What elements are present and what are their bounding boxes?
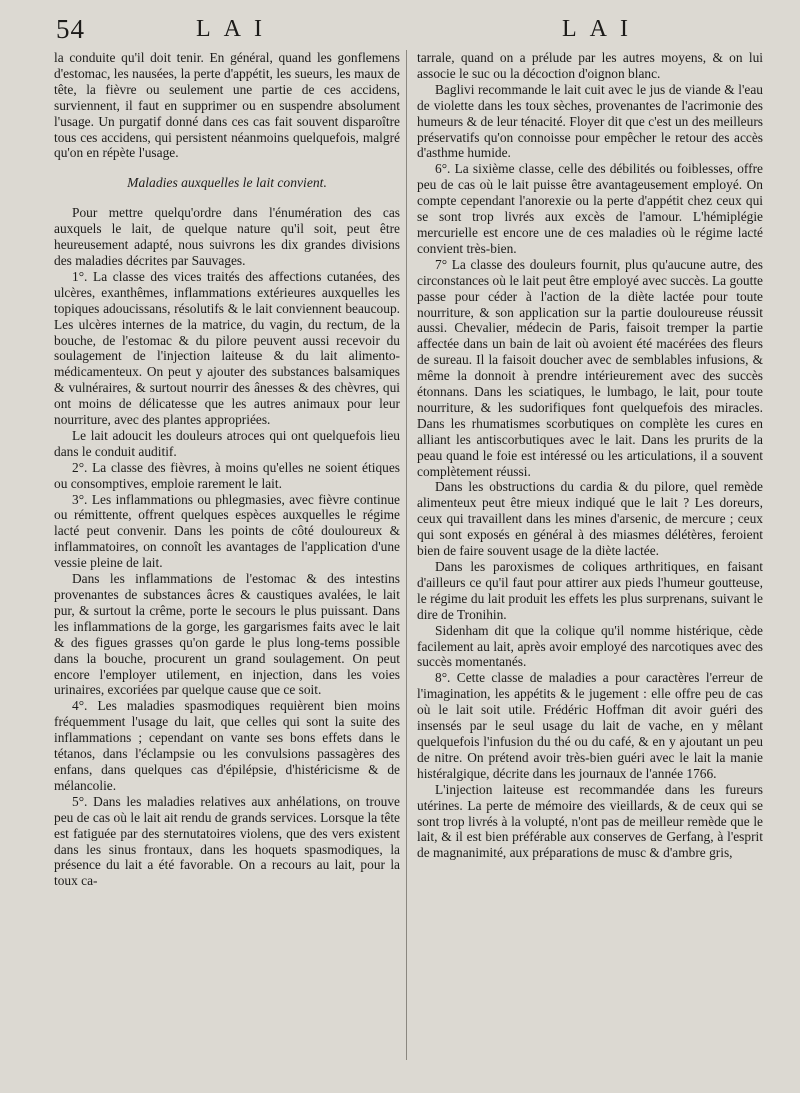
paragraph: la conduite qu'il doit tenir. En général, quand les gonflemens d'estomac, les nausées, la perte d'appétit, les sueurs, les maux de tête, la fièvre ou seulement une partie de ces accidens, surviennent, il faut en supprimer ou en suspendre absolument l'usage. Un purgatif donné dans ces cas fait souvent disparoître tous ces accidens, qui persistent néanmoins quelquefois, malgré qu'on en répète l'usage. [54,50,400,161]
paragraph: L'injection laiteuse est recommandée dans les fureurs utérines. La perte de mémoire des vieillards, & de ceux qui se sont trop livrés à la volupté, n'ont pas de meilleur remède que le lait, & il est bien préférable aux conserves de Gerfang, à l'esprit de magnanimité, aux préparations de musc & d'ambre gris, [417,781,763,861]
paragraph: 4°. Les maladies spasmodiques requièrent bien moins fréquemment l'usage du lait, que celles qui sont la suite des inflammations ; cependant on vante ses bons effets dans le tétanos, dans l'éclampsie ou les convulsions passagères des enfans, dans quelques cas d'épilépsie, d'histéricisme & de mélancolie. [54,698,400,793]
paragraph: 1°. La classe des vices traités des affections cutanées, des ulcères, exanthêmes, inflammations extérieures auxquelles les topiques adoucissans, résolutifs & le lait conviennent beaucoup. Les ulcères internes de la matrice, du vagin, du rectum, de la bouche, de l'estomac & du pilore peuvent aussi recevoir du soulagement de l'injection laiteuse & du lait alimento-médicamenteux. On peut y ajouter des substances balsamiques & vulnéraires, & surtout nourrir des ânesses & des chèvres, qui ont moins de délicatesse que les autres animaux pour leur nourriture, avec des plantes appropriées. [54,268,400,428]
page-header [0,14,800,46]
paragraph: tarrale, quand on a prélude par les autres moyens, & on lui associe le suc ou la décoction d'oignon blanc. [417,50,763,81]
right-column [417,50,763,861]
paragraph: 6°. La sixième classe, celle des débilités ou foiblesses, offre peu de cas où le lait puisse être avantageusement employé. On compte cependant l'anorexie ou la perte d'appétit chez ceux qui se sont trop livrés aux excès de l'amour. L'hémiplégie mercurielle est encore une de ces maladies où le régime lacté convient très-bien. [417,161,763,256]
running-head-left: LAI [196,16,275,42]
column-divider [406,50,407,1060]
paragraph: 3°. Les inflammations ou phlegmasies, avec fièvre continue ou rémittente, offrent quelques espèces auxquelles le régime lacté peut convenir. Dans les points de côté douloureux & inflammatoires, on connoît les avantages de l'application d'une vessie pleine de lait. [54,491,400,571]
section-subheading: Maladies auxquelles le lait convient. [127,175,327,191]
running-head-right: LAI [562,16,641,42]
paragraph: 2°. La classe des fièvres, à moins qu'elles ne soient étiques ou consomptives, emploie rarement le lait. [54,459,400,491]
paragraph: Baglivi recommande le lait cuit avec le jus de viande & l'eau de violette dans les toux sèches, provenantes de l'acrimonie des humeurs & de leur ténacité. Floyer dit que c'est un des meilleurs préservatifs qu'on connoisse pour empêcher le retour des accès d'asthme humide. [417,81,763,161]
paragraph: 8°. Cette classe de maladies a pour caractères l'erreur de l'imagination, les appétits & le jugement : elle offre peu de cas où le lait soit utile. Frédéric Hoffman dit avoir guéri des insensés par le seul usage du lait de vache, en y mêlant quelquefois l'infusion du thé ou du café, & en y ajoutant un peu de nitre. On prétend avoir très-bien guéri avec le lait la manie histéralgique, décrite dans les journaux de l'année 1766. [417,670,763,781]
paragraph: 7° La classe des douleurs fournit, plus qu'aucune autre, des circonstances où le lait peut être employé avec succès. La goutte passe pour céder à l'action de la diète lactée pour toute nourriture, & son application sur la partie douloureuse réussit aussi. Chevalier, médecin de Paris, faisoit tremper la partie affectée dans un bain de lait où avoient été macérées des fleurs de sureau. Il la faisoit doucher avec de semblables infusions, & même la donnoit à prendre intérieurement avec des succès étonnans. Dans les sciatiques, le lumbago, le lait, pour toute nourriture, & les sudorifiques font quelquefois des miracles. Dans les rhumatismes scorbutiques on complète les cures en alliant les antiscorbutiques avec le lait. Dans les prurits de la peau quand le foie est intéressé ou les articulations, il a souvent complètement réussi. [417,256,763,479]
paragraph: Sidenham dit que la colique qu'il nomme histérique, cède facilement au lait, après avoir employé des narcotiques avec des succès momentanés. [417,622,763,670]
paragraph: Dans les obstructions du cardia & du pilore, quel remède alimenteux peut être mieux indiqué que le lait ? Les doreurs, ceux qui travaillent dans les mines d'arsenic, de mercure ; ceux qui sont exposés en général à des miasmes délétères, feroient bien de faire souvent usage de la diète lactée. [417,479,763,559]
paragraph: 5°. Dans les maladies relatives aux anhélations, on trouve peu de cas où le lait ait rendu de grands services. Lorsque la tête est fatiguée par des sternutatoires violens, que des vers existent dans les sinus frontaux, dans les hoquets spasmodiques, la présence du lait a été favorable. On a recours au lait, pour la toux ca- [54,793,400,889]
paragraph: Le lait adoucit les douleurs atroces qui ont quelquefois lieu dans le conduit auditif. [54,427,400,459]
paragraph: Dans les paroxismes de coliques arthritiques, en faisant d'ailleurs ce qu'il faut pour attirer aux pieds l'humeur goutteuse, le régime du lait produit les effets les plus surprenans, suivant le dire de Tronihin. [417,559,763,622]
paragraph: Dans les inflammations de l'estomac & des intestins provenantes de substances âcres & caustiques avalées, le lait pur, & surtout la crême, porte le secours le plus puissant. Dans les inflammations de la gorge, les gargarismes faits avec le lait & des figues grasses qu'on garde le plus long-tems possible dans la bouche, procurent un grand soulagement. On peut encore l'employer utilement, en injection, dans les voies urinaires, excoriées par quelque cause que ce soit. [54,571,400,698]
paragraph: Pour mettre quelqu'ordre dans l'énumération des cas auxquels le lait, de quelque nature qu'il soit, peut être heureusement adapté, nous suivrons les dix grandes divisions des maladies décrites par Sauvages. [54,205,400,268]
left-column [54,50,400,889]
page-number: 54 [56,14,85,44]
